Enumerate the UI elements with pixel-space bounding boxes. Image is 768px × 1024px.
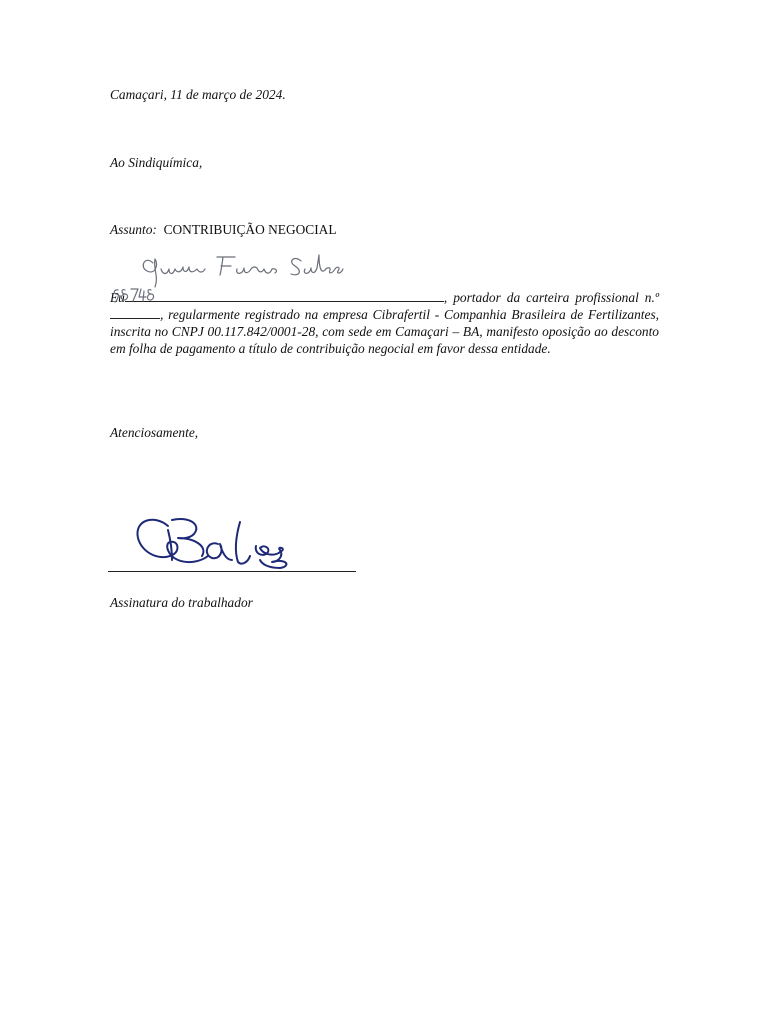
signature-image [108, 510, 368, 580]
number-prefix: n.º [644, 290, 659, 305]
subject-label: Assunto: [110, 222, 157, 237]
salutation: Ao Sindiquímica, [110, 155, 203, 170]
subject-line [110, 221, 337, 238]
after-name-text: , portador da carteira profissional [443, 290, 639, 305]
signature-area [108, 510, 368, 580]
number-field [110, 306, 160, 319]
place-date: Camaçari, 11 de março de 2024. [110, 87, 286, 102]
closing: Atenciosamente, [110, 425, 199, 440]
name-field [125, 289, 444, 302]
declaration-paragraph [110, 289, 659, 357]
subject-value: CONTRIBUIÇÃO NEGOCIAL [163, 222, 337, 237]
signature-line [108, 571, 356, 572]
handwritten-name-image [125, 271, 444, 301]
after-number-text: , regularmente registrado na empresa Cibrafertil - Companhia Brasileira de Fertilizantes, inscrita no CNPJ 00.117.842/0001-28, com sede em Camaçari – BA, manifesto oposição ao desconto em folha de pagamento a título de contribuição negocial em favor dessa entidade. [110, 307, 659, 356]
handwritten-number-image [110, 298, 160, 318]
signature-caption: Assinatura do trabalhador [110, 595, 253, 610]
eu-prefix: Eu [110, 290, 125, 305]
